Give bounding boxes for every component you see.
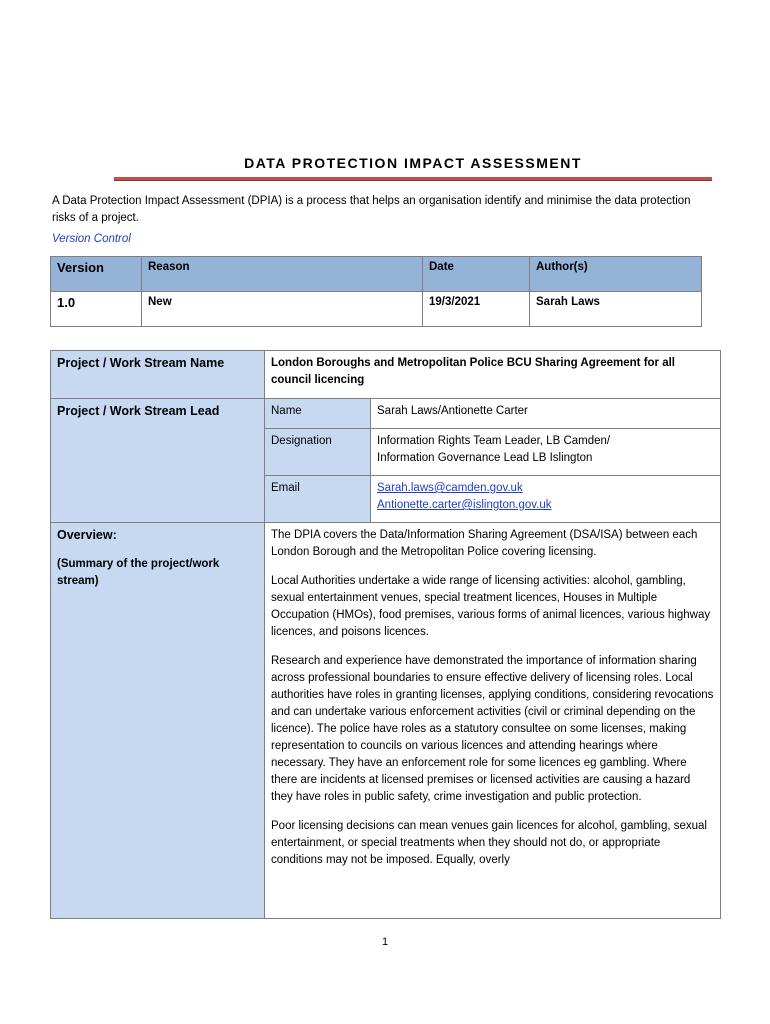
- project-name-value: London Boroughs and Metropolitan Police BCU Sharing Agreement for all council licencing: [265, 351, 721, 399]
- overview-sublabel: (Summary of the project/work stream): [57, 558, 220, 587]
- project-lead-label: Project / Work Stream Lead: [51, 399, 265, 523]
- table-row: [51, 523, 721, 919]
- overview-label: Overview:: [57, 528, 117, 542]
- table-row: [51, 351, 721, 399]
- designation-line-1: Information Rights Team Leader, LB Camden/: [377, 435, 611, 447]
- table-row: [51, 399, 721, 429]
- title-underline: [114, 177, 712, 180]
- email-value: [371, 476, 721, 523]
- email-label: Email: [265, 476, 371, 523]
- cell-author: Sarah Laws: [530, 292, 702, 327]
- email-link-islington[interactable]: Antionette.carter@islington.gov.uk: [377, 499, 552, 511]
- cell-date: 19/3/2021: [423, 292, 530, 327]
- overview-paragraph: The DPIA covers the Data/Information Sharing Agreement (DSA/ISA) between each London Borough and the Metropolitan Police covering licensing.: [271, 529, 698, 558]
- header-date: Date: [423, 257, 530, 292]
- table-header-row: [51, 257, 702, 292]
- designation-value: [371, 429, 721, 476]
- lead-name-value: Sarah Laws/Antionette Carter: [371, 399, 721, 429]
- lead-name-label: Name: [265, 399, 371, 429]
- intro-paragraph: A Data Protection Impact Assessment (DPIA) is a process that helps an organisation identify and minimise the data protection risks of a project.: [52, 195, 691, 224]
- email-link-camden[interactable]: Sarah.laws@camden.gov.uk: [377, 482, 523, 494]
- overview-content: [265, 523, 721, 919]
- document-title: DATA PROTECTION IMPACT ASSESSMENT: [244, 155, 582, 171]
- header-version: Version: [51, 257, 142, 292]
- project-name-label: Project / Work Stream Name: [51, 351, 265, 399]
- version-control-label: Version Control: [52, 233, 131, 245]
- page-number: 1: [381, 936, 389, 948]
- header-authors: Author(s): [530, 257, 702, 292]
- table-row: [51, 292, 702, 327]
- version-control-table: [50, 256, 702, 327]
- overview-paragraph: Poor licensing decisions can mean venues gain licences for alcohol, gambling, sexual entertainment, or special treatments when they should not do, or appropriate conditions may not be imposed. Equally, overly: [271, 820, 707, 866]
- overview-paragraph: Research and experience have demonstrated the importance of information sharing across professional boundaries to ensure effective delivery of licensing roles. Local authorities have roles in granting licenses, applying conditions, considering revocations and can undertake various enforcement activities (civil or criminal depending on the licence). The police have roles as a statutory consultee on some licenses, making representation to councils on various licences and attending hearings where necessary. They have an enforcement role for some licences eg gambling. Where there are incidents at licensed premises or licensed activities are causing a hazard they have roles in public safety, crime investigation and public protection.: [271, 655, 714, 803]
- overview-paragraph: Local Authorities undertake a wide range of licensing activities: alcohol, gambling, sexual entertainment venues, special treatment licences, Houses in Multiple Occupation (HMOs), food premises, various forms of animal licences, various highway licences, and poisons licences.: [271, 575, 711, 638]
- header-reason: Reason: [142, 257, 423, 292]
- cell-version: 1.0: [51, 292, 142, 327]
- overview-label-cell: [51, 523, 265, 919]
- project-details-table: [50, 350, 721, 919]
- designation-label: Designation: [265, 429, 371, 476]
- designation-line-2: Information Governance Lead LB Islington: [377, 452, 593, 464]
- cell-reason: New: [142, 292, 423, 327]
